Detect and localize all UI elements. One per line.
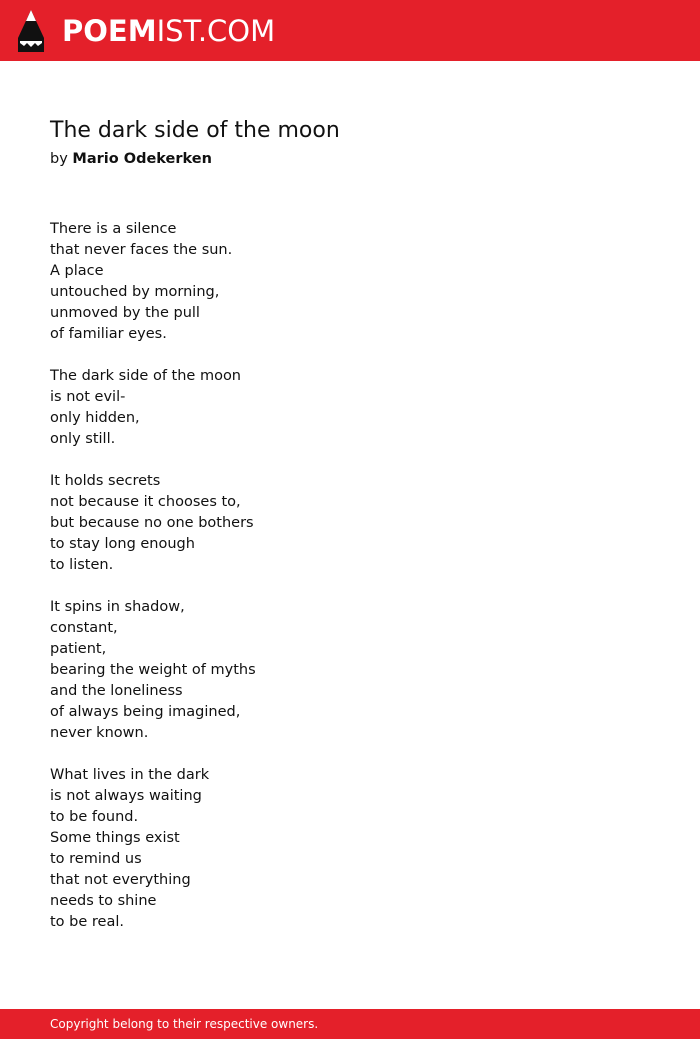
poem-line: What lives in the dark <box>50 767 210 783</box>
stanza-gap <box>50 450 450 471</box>
site-logo[interactable] <box>18 10 275 52</box>
poem-line: to remind us <box>50 851 142 867</box>
poem-line: is not always waiting <box>50 788 202 804</box>
poem-line: to be found. <box>50 809 139 825</box>
poem-line: but because no one bothers <box>50 515 254 531</box>
poem-line: only still. <box>50 431 116 447</box>
poem-line: bearing the weight of myths <box>50 662 256 678</box>
poem-line: Some things exist <box>50 830 180 846</box>
poem-stanza <box>50 597 450 744</box>
poem-line: that not everything <box>50 872 191 888</box>
logo-text-bold: POEM <box>62 14 157 48</box>
poem-line: to stay long enough <box>50 536 195 552</box>
poem-stanza <box>50 366 450 450</box>
poem-author[interactable]: Mario Odekerken <box>72 151 212 167</box>
poem-line: of always being imagined, <box>50 704 241 720</box>
copyright-notice: Copyright belong to their respective owners. <box>50 1017 319 1031</box>
poem-line: needs to shine <box>50 893 157 909</box>
poem-line: It spins in shadow, <box>50 599 185 615</box>
poem-stanza <box>50 219 450 345</box>
stanza-gap <box>50 744 450 765</box>
poem-line: The dark side of the moon <box>50 368 241 384</box>
site-header <box>0 0 700 61</box>
poem-line: never known. <box>50 725 149 741</box>
site-logo-text <box>62 10 275 52</box>
poem-line: It holds secrets <box>50 473 161 489</box>
site-footer <box>0 1009 700 1039</box>
poem-line: of familiar eyes. <box>50 326 167 342</box>
poem-line: not because it chooses to, <box>50 494 241 510</box>
poem-line: only hidden, <box>50 410 140 426</box>
stanza-gap <box>50 576 450 597</box>
poem-line: unmoved by the pull <box>50 305 200 321</box>
logo-text-light: IST.COM <box>156 14 276 48</box>
poem-line: is not evil- <box>50 389 126 405</box>
by-label: by <box>50 151 68 167</box>
poem-line: constant, <box>50 620 118 636</box>
poem-title: The dark side of the moon <box>50 118 340 143</box>
poem-line: to listen. <box>50 557 114 573</box>
poem-line: A place <box>50 263 104 279</box>
poem-line: patient, <box>50 641 107 657</box>
poem-stanza <box>50 765 450 933</box>
pencil-tip-icon <box>18 10 44 52</box>
poem-line: There is a silence <box>50 221 177 237</box>
poem-line: that never faces the sun. <box>50 242 233 258</box>
poem-line: and the loneliness <box>50 683 183 699</box>
poem-line: untouched by morning, <box>50 284 220 300</box>
stanza-gap <box>50 345 450 366</box>
poem-byline <box>50 149 212 169</box>
poem-stanza <box>50 471 450 576</box>
poem-body <box>50 219 450 933</box>
poem-line: to be real. <box>50 914 124 930</box>
